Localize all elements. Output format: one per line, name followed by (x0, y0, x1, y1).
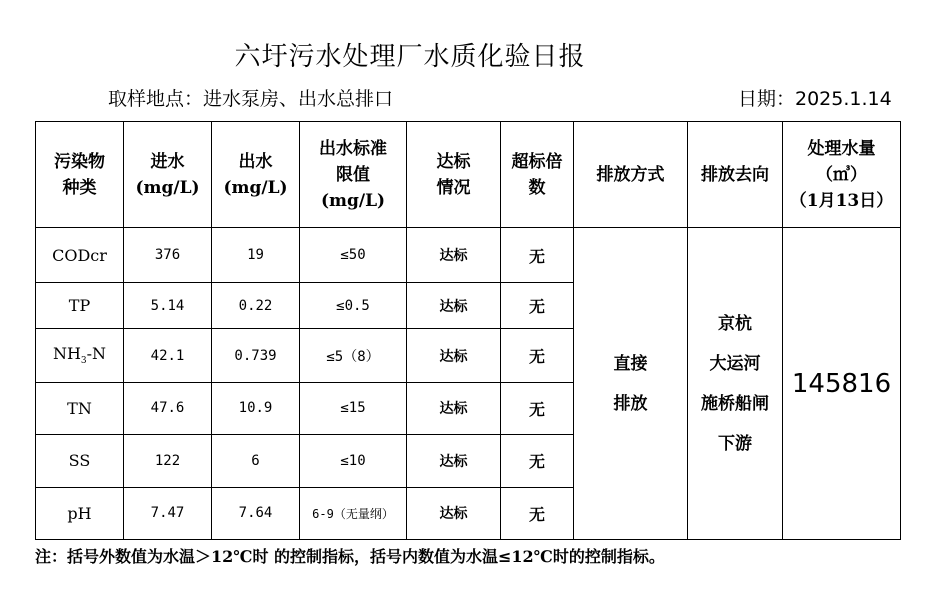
sampling-location: 取样地点：进水泵房、出水总排口 (108, 88, 394, 110)
compliance-status: 达标 (407, 329, 501, 382)
header-influent: 进水 (mg/L) (124, 122, 212, 228)
compliance-status: 达标 (407, 283, 501, 329)
exceed-value: 无 (501, 283, 574, 329)
header-row (36, 122, 901, 228)
pollutant-name: $NH_3-N$ (36, 329, 124, 382)
influent-value: 7.47 (124, 487, 212, 539)
header-exceed: 超标倍 数 (501, 122, 574, 228)
pollutant-name: TN (36, 382, 124, 434)
effluent-value: 6 (212, 434, 300, 487)
limit-value: ≤15 (300, 382, 407, 434)
effluent-value: 7.64 (212, 487, 300, 539)
discharge-mode-cell: 直接 排放 (574, 228, 688, 540)
compliance-status: 达标 (407, 382, 501, 434)
pollutant-name: TP (36, 283, 124, 329)
header-effluent: 出水 (mg/L) (212, 122, 300, 228)
treated-volume: 145816 (783, 228, 901, 540)
report-date: 日期：2025.1.14 (738, 88, 892, 110)
influent-value: 42.1 (124, 329, 212, 382)
compliance-status: 达标 (407, 487, 501, 539)
limit-value: ≤0.5 (300, 283, 407, 329)
limit-value: 6-9（无量纲） (300, 487, 407, 539)
exceed-value: 无 (501, 228, 574, 283)
influent-value: 5.14 (124, 283, 212, 329)
pollutant-name: SS (36, 434, 124, 487)
influent-value: 122 (124, 434, 212, 487)
compliance-status: 达标 (407, 228, 501, 283)
discharge-to-cell: 京杭 大运河 施桥船闸 下游 (688, 228, 783, 540)
influent-value: 376 (124, 228, 212, 283)
limit-value: ≤10 (300, 434, 407, 487)
pollutant-name: pH (36, 487, 124, 539)
exceed-value: 无 (501, 382, 574, 434)
exceed-value: 无 (501, 329, 574, 382)
footnote: 注：括号外数值为水温＞12℃时 的控制指标，括号内数值为水温≤12℃时的控制指标。 (35, 547, 665, 566)
report-title: 六圩污水处理厂水质化验日报 (234, 42, 586, 72)
exceed-value: 无 (501, 487, 574, 539)
header-discharge-to: 排放去向 (688, 122, 783, 228)
limit-value: ≤5（8） (300, 329, 407, 382)
pollutant-name: CODcr (36, 228, 124, 283)
header-discharge-mode: 排放方式 (574, 122, 688, 228)
influent-value: 47.6 (124, 382, 212, 434)
exceed-value: 无 (501, 434, 574, 487)
water-quality-table (35, 121, 901, 540)
table-row (36, 228, 901, 283)
effluent-value: 0.739 (212, 329, 300, 382)
effluent-value: 10.9 (212, 382, 300, 434)
effluent-value: 0.22 (212, 283, 300, 329)
header-compliance: 达标 情况 (407, 122, 501, 228)
header-volume: 处理水量 （㎥） （1月13日） (783, 122, 901, 228)
compliance-status: 达标 (407, 434, 501, 487)
header-limit: 出水标准 限值 (mg/L) (300, 122, 407, 228)
effluent-value: 19 (212, 228, 300, 283)
header-pollutant: 污染物 种类 (36, 122, 124, 228)
limit-value: ≤50 (300, 228, 407, 283)
